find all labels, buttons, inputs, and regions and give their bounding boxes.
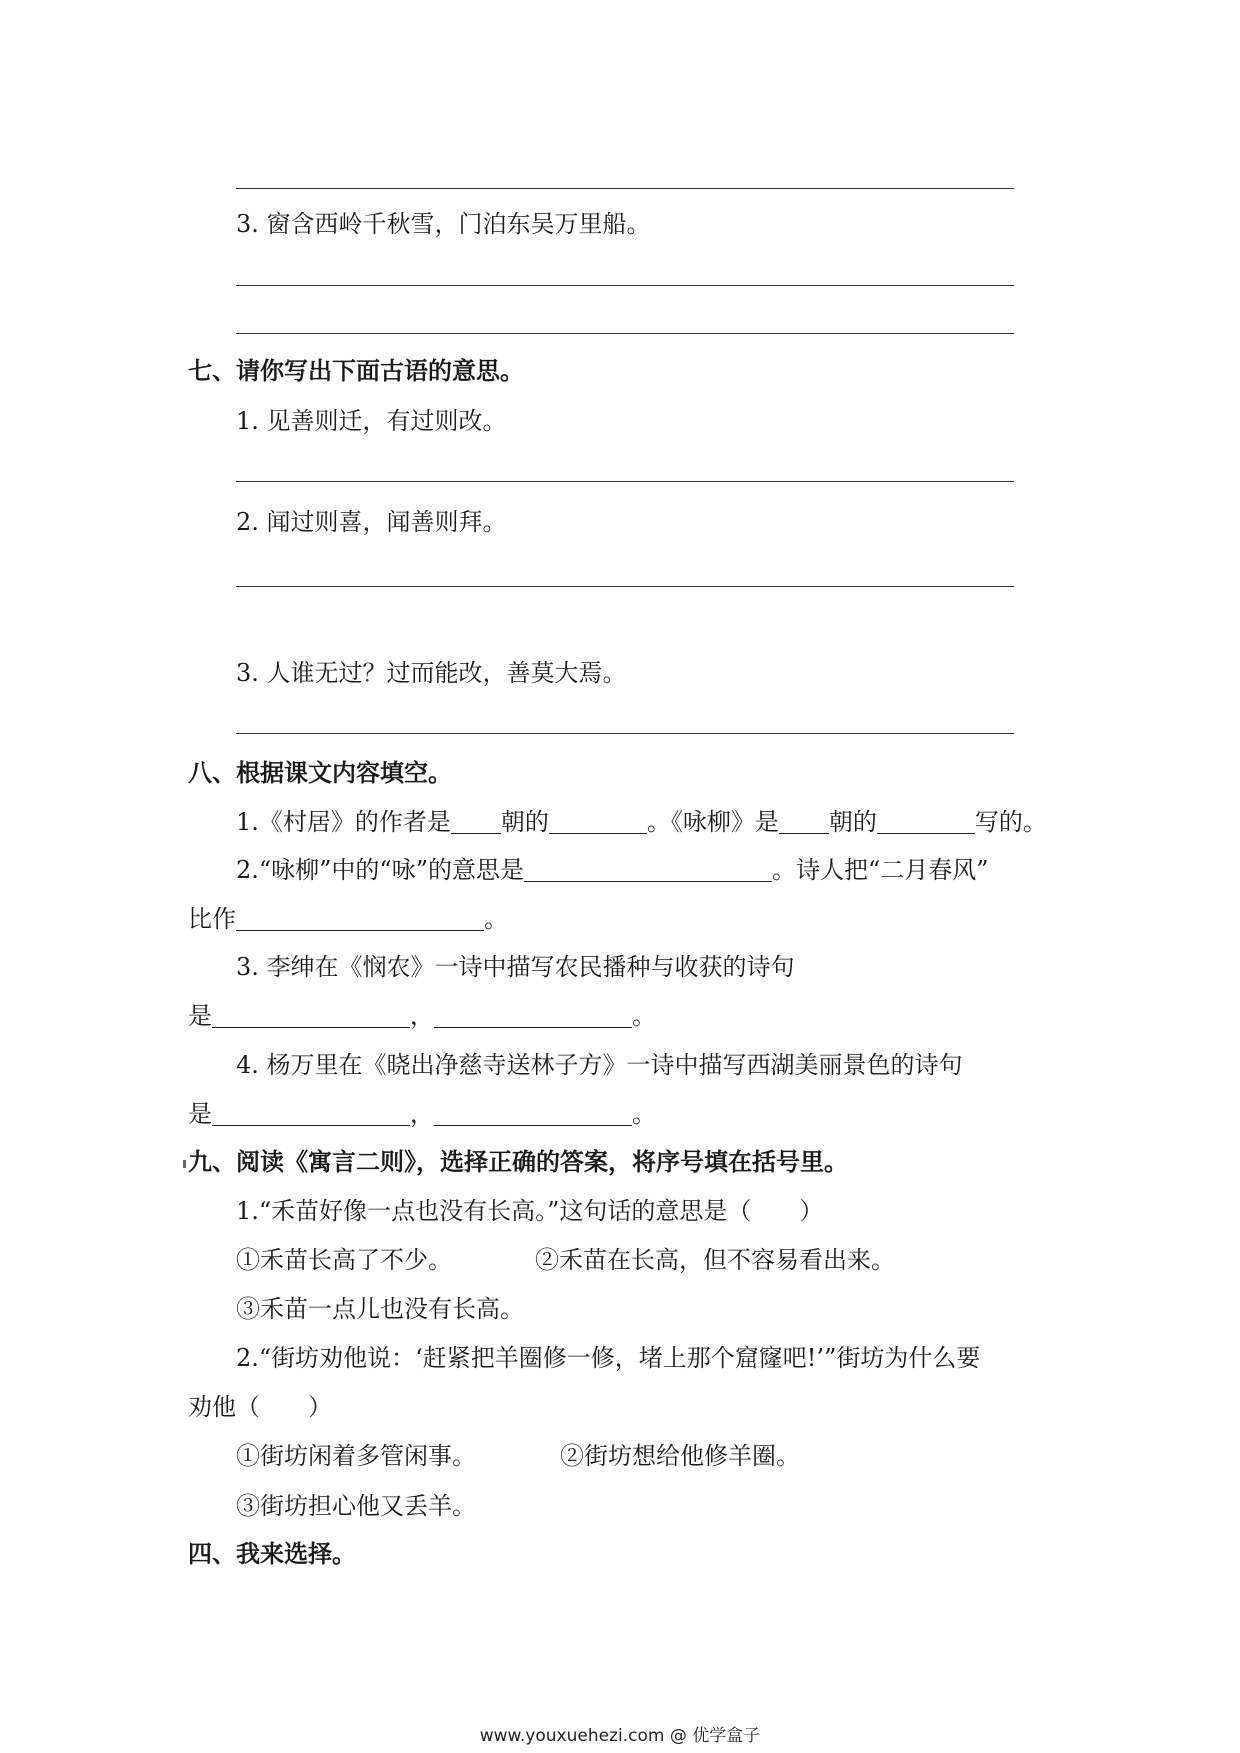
q8-item1-text-a: 1.《村居》的作者是 <box>236 808 451 836</box>
fill-blank[interactable] <box>212 1003 410 1028</box>
q9-item1-option3: ③禾苗一点儿也没有长高。 <box>236 1295 524 1323</box>
q8-item1-text-d: 朝的 <box>828 808 877 836</box>
q8-item2-line1 <box>236 855 989 885</box>
fill-blank[interactable] <box>434 1003 632 1028</box>
q8-item1-text-c: 。《咏柳》是 <box>646 808 779 836</box>
q8-item3-text-c: ， <box>410 1002 434 1030</box>
q8-item4-text-b: 是 <box>188 1100 212 1128</box>
fill-blank[interactable] <box>236 906 484 931</box>
q8-item4-text-d: 。 <box>632 1100 656 1128</box>
answer-line <box>236 285 1014 286</box>
fill-blank[interactable] <box>451 809 501 834</box>
fill-blank[interactable] <box>549 809 647 834</box>
answer-line <box>236 333 1014 334</box>
fill-blank[interactable] <box>434 1101 632 1126</box>
fill-blank[interactable] <box>877 809 975 834</box>
q8-item3-text-d: 。 <box>632 1002 656 1030</box>
answer-line <box>236 188 1014 189</box>
q8-item3-line2 <box>188 1001 656 1031</box>
fill-blank[interactable] <box>212 1101 410 1126</box>
q8-item1-text-b: 朝的 <box>500 808 549 836</box>
q7-heading: 七、请你写出下面古语的意思。 <box>188 357 524 385</box>
q8-item2-text-d: 。 <box>484 905 508 933</box>
q6-item3: 3. 窗含西岭千秋雪，门泊东吴万里船。 <box>236 210 651 238</box>
fill-blank[interactable] <box>524 857 772 882</box>
q9-item2-option1: ①街坊闲着多管闲事。 <box>236 1442 476 1470</box>
q8-item4-line2 <box>188 1099 656 1129</box>
q8-item3-text-b: 是 <box>188 1002 212 1030</box>
q9-item2-line2: 劝他（ ） <box>188 1393 332 1421</box>
q8-item4-line1: 4. 杨万里在《晓出净慈寺送林子方》一诗中描写西湖美丽景色的诗句 <box>236 1051 963 1079</box>
stray-ink-mark <box>183 1160 186 1168</box>
q8-item2-text-c: 比作 <box>188 905 236 933</box>
q4-heading: 四、我来选择。 <box>188 1540 356 1568</box>
q9-item2-option2: ②街坊想给他修羊圈。 <box>560 1442 800 1470</box>
fill-blank[interactable] <box>779 809 829 834</box>
q9-heading: 九、阅读《寓言二则》，选择正确的答案，将序号填在括号里。 <box>188 1148 848 1176</box>
q9-item2-option3: ③街坊担心他又丢羊。 <box>236 1492 476 1520</box>
answer-line <box>236 586 1014 587</box>
q8-item1-text-e: 写的。 <box>974 808 1047 836</box>
answer-line <box>236 481 1014 482</box>
q8-heading: 八、根据课文内容填空。 <box>188 759 452 787</box>
q8-item2-line2 <box>188 904 508 934</box>
q9-item1-option2: ②禾苗在长高，但不容易看出来。 <box>535 1246 895 1274</box>
q7-item2: 2. 闻过则喜，闻善则拜。 <box>236 508 507 536</box>
q8-item2-text-a: 2.“咏柳”中的“咏”的意思是 <box>236 856 524 884</box>
q7-item1: 1. 见善则迁，有过则改。 <box>236 407 507 435</box>
q9-item2-line1: 2.“街坊劝他说：‘赶紧把羊圈修一修，堵上那个窟窿吧!’”街坊为什么要 <box>236 1344 981 1372</box>
answer-line <box>236 733 1014 734</box>
q9-item1-option1: ①禾苗长高了不少。 <box>236 1246 452 1274</box>
q9-item1: 1.“禾苗好像一点也没有长高。”这句话的意思是（ ） <box>236 1197 824 1225</box>
footer-watermark: www.youxuehezi.com @ 优学盒子 <box>479 1726 761 1746</box>
q8-item1 <box>236 807 1047 837</box>
q8-item4-text-c: ， <box>410 1100 434 1128</box>
q8-item2-text-b: 。诗人把“二月春风” <box>771 856 989 884</box>
q8-item3-line1: 3. 李绅在《悯农》一诗中描写农民播种与收获的诗句 <box>236 953 795 981</box>
q7-item3: 3. 人谁无过？过而能改，善莫大焉。 <box>236 659 627 687</box>
